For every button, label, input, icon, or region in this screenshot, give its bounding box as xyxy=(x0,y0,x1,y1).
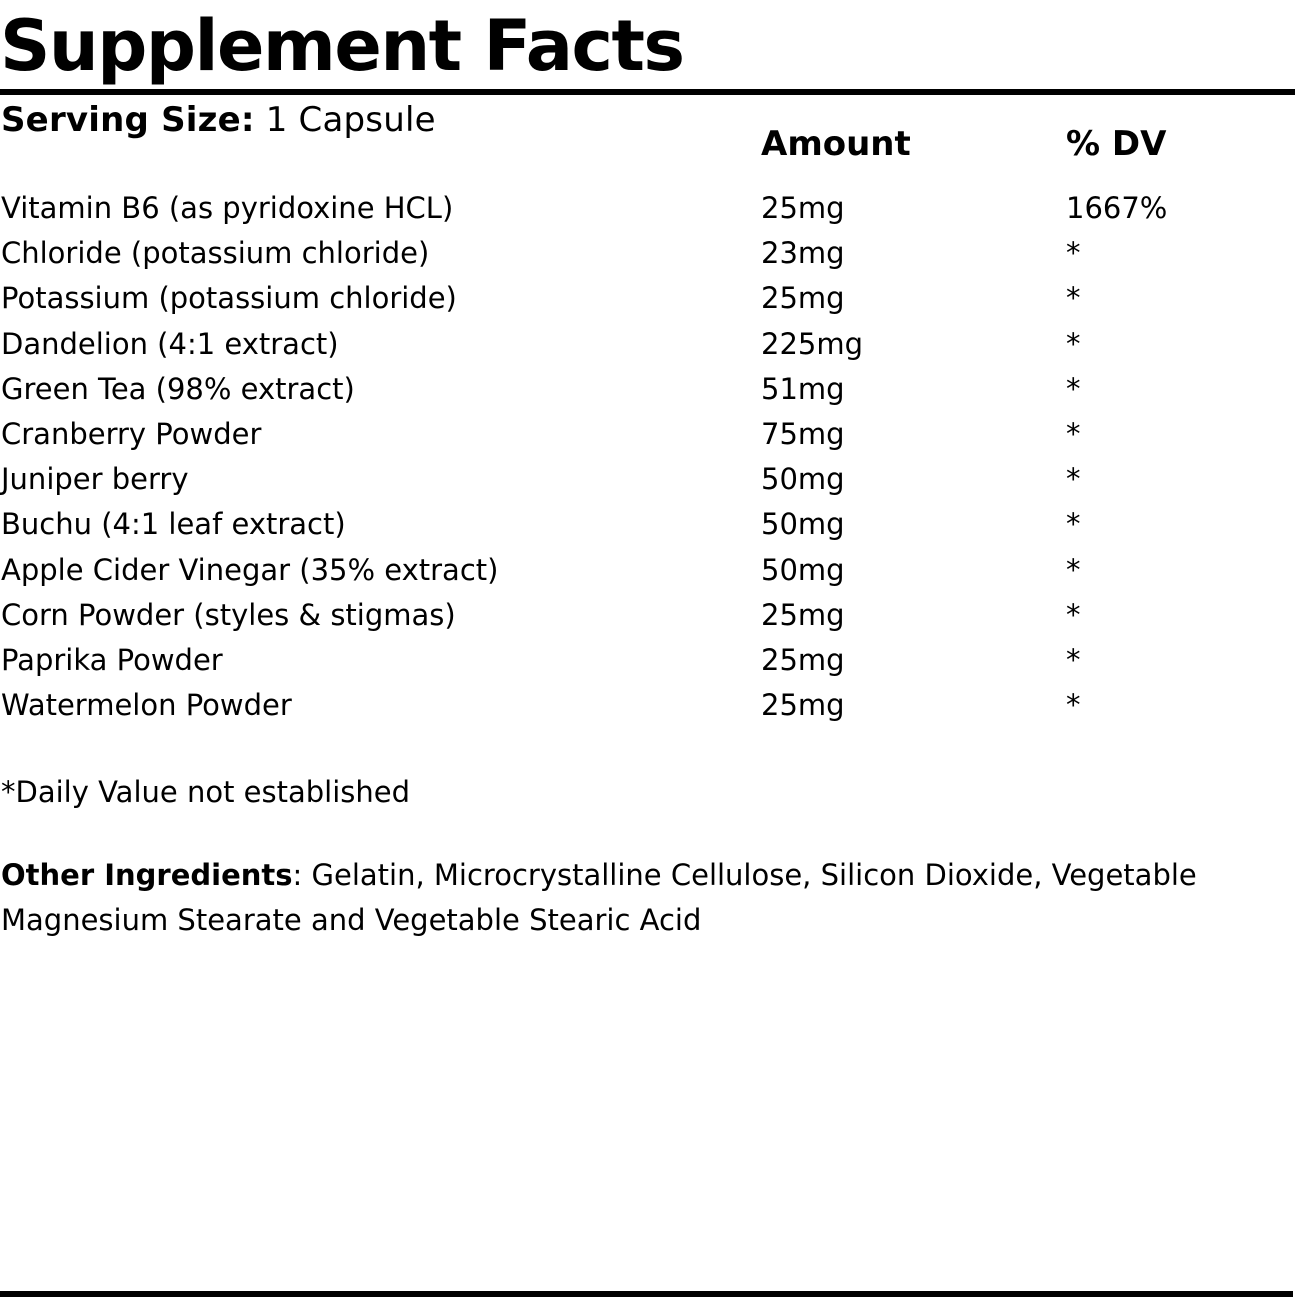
ingredient-name: Paprika Powder xyxy=(1,642,223,677)
ingredient-name: Green Tea (98% extract) xyxy=(1,371,355,406)
serving-size-value: 1 Capsule xyxy=(254,100,436,140)
ingredient-dv: * xyxy=(1066,326,1081,361)
ingredient-name: Cranberry Powder xyxy=(1,416,262,451)
ingredient-row xyxy=(0,231,1295,276)
ingredient-name: Buchu (4:1 leaf extract) xyxy=(1,507,346,542)
ingredient-name: Dandelion (4:1 extract) xyxy=(1,326,339,361)
title-divider xyxy=(0,89,1295,95)
ingredient-dv: * xyxy=(1066,597,1081,632)
ingredient-amount: 23mg xyxy=(761,236,845,271)
ingredient-name: Apple Cider Vinegar (35% extract) xyxy=(1,552,499,587)
ingredient-name: Juniper berry xyxy=(1,462,189,497)
ingredient-dv: * xyxy=(1066,281,1081,316)
ingredient-name: Vitamin B6 (as pyridoxine HCL) xyxy=(1,191,454,225)
daily-value-column-header: % DV xyxy=(1066,124,1167,164)
ingredient-dv: * xyxy=(1066,236,1081,271)
ingredient-amount: 225mg xyxy=(761,326,864,361)
other-ingredients-label: Other Ingredients xyxy=(1,858,293,892)
ingredient-dv: * xyxy=(1066,552,1081,587)
serving-size xyxy=(1,98,436,142)
ingredient-name: Corn Powder (styles & stigmas) xyxy=(1,597,456,632)
ingredient-row xyxy=(0,367,1295,412)
ingredient-amount: 25mg xyxy=(761,191,845,225)
other-ingredients-text: : Gelatin, Microcrystalline Cellulose, Silicon Dioxide, Vegetable Magnesium Stearate and Vegetable Stearic Acid xyxy=(1,858,1197,937)
ingredient-dv: * xyxy=(1066,642,1081,677)
ingredient-dv: * xyxy=(1066,462,1081,497)
ingredient-dv: 1667% xyxy=(1066,191,1168,225)
ingredient-amount: 75mg xyxy=(761,416,845,451)
ingredient-row xyxy=(0,276,1295,321)
other-ingredients xyxy=(1,853,1291,943)
ingredient-row xyxy=(0,457,1295,502)
ingredient-row xyxy=(0,638,1295,683)
ingredient-amount: 51mg xyxy=(761,371,845,406)
ingredient-row xyxy=(0,412,1295,457)
ingredient-amount: 50mg xyxy=(761,552,845,587)
ingredient-dv: * xyxy=(1066,371,1081,406)
ingredient-row xyxy=(0,683,1295,728)
ingredient-amount: 50mg xyxy=(761,507,845,542)
ingredient-amount: 25mg xyxy=(761,688,845,723)
ingredient-row xyxy=(0,502,1295,547)
bottom-divider xyxy=(0,1291,1293,1297)
ingredient-row xyxy=(0,322,1295,367)
ingredient-dv: * xyxy=(1066,416,1081,451)
ingredient-name: Potassium (potassium chloride) xyxy=(1,281,457,316)
ingredient-list xyxy=(0,186,1295,728)
ingredient-name: Watermelon Powder xyxy=(1,688,292,723)
serving-size-label: Serving Size: xyxy=(1,100,255,140)
page-title: Supplement Facts xyxy=(0,5,684,87)
amount-column-header: Amount xyxy=(761,124,911,164)
ingredient-amount: 25mg xyxy=(761,281,845,316)
ingredient-row xyxy=(0,186,1295,231)
ingredient-row xyxy=(0,548,1295,593)
ingredient-name: Chloride (potassium chloride) xyxy=(1,236,430,271)
ingredient-dv: * xyxy=(1066,507,1081,542)
ingredient-amount: 50mg xyxy=(761,462,845,497)
ingredient-row xyxy=(0,593,1295,638)
daily-value-footnote: *Daily Value not established xyxy=(1,775,411,809)
ingredient-amount: 25mg xyxy=(761,642,845,677)
ingredient-dv: * xyxy=(1066,688,1081,723)
ingredient-amount: 25mg xyxy=(761,597,845,632)
